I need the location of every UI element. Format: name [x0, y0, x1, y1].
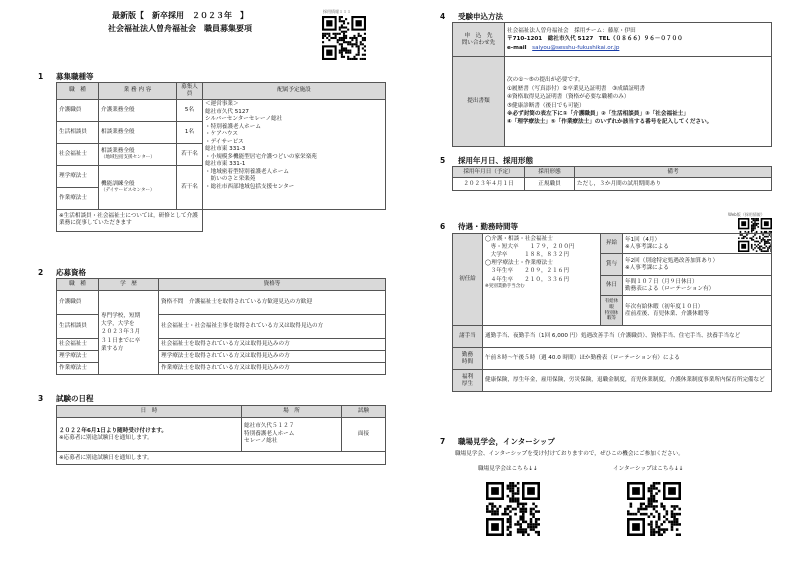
- count-cell: 若干名: [177, 143, 203, 165]
- count-cell: 1名: [177, 121, 203, 143]
- application-table: 申 込 先 問い合わせ先 社会福祉法人曽舟福祉会 採用チーム：藤原・伊田 〒710-1201 総社市久代 5127 TEL（０８６６）９６－０７００ e-mail saiyou@sesshu-fukushikai.or.jp 提出書類 次の①～⑤の提出が必要です。 ①履歴書（写真添付）②卒業見込証明書 ③成績証明書 ④資格取得見込証明書（資格が必要な職種のみ） ⑤健康診断書（後日でも可能） ※必ず封筒の表左下に①「介護職員」②「生活相談員」③「社会福祉士」 ④「理学療法士」⑤「作業療法士」のいずれか該当する番号を記入してください。: [452, 22, 772, 147]
- col-count: 募集人員: [177, 83, 203, 100]
- hire-table: 採用年月日（予定） 採用形態 備考 ２０２３年４月１日 正規職員 ただし，３か月間の試用期間あり: [452, 166, 772, 191]
- title-line1: 最新版【 新卒採用 ２０２３年 】: [112, 11, 248, 20]
- qr-label-visit: 職場見学会はこちら↓↓: [478, 466, 538, 472]
- count-cell: 5名: [177, 99, 203, 121]
- qr-code-intern[interactable]: [627, 482, 681, 536]
- exam-table: 日 時 場 所 試験 ２０２２年6月1日より随時受け付けます。 ※応募者に別途試験日を通知します。 総社市久代５１２７ 特別養護老人ホーム セレーノ総社 面接 ※応募者に別途試験日を通知します。: [56, 405, 386, 465]
- treatment-table: 初任給 ◯介護・相談・社会福祉士 専・短大卒 １７９，２００円 大学卒 １８８，８３２円 ◯理学療法士・作業療法士 ３年生卒 ２０９，２１６円 ４年生卒 ２１０，３３６円 ※実別業勤手当含む 昇給 年1回（4月） ※人事考課による 賞与 年2回（別途特定処遇改善加算あり） ※人事考課による 休日 年間１０７日（月９日休日） 勤務表による（ローテーション有） 有給休暇 特別休暇等 年次有給休暇（初年度１０日） 産前産後、育児休業、介護休暇等 諸手当 通勤手当、夜勤手当（1回 6,000 円）処遇改善手当（介護職員）、資格手当、住宅手当、扶養手当など 勤務 時間 午前８時～午後５時（週 40.0 時間）ほか勤務表（ローテーション有）による 福利 厚生 健康保険，厚生年金，雇用保険，労災保険，退職金制度，育児休業制度，介護休業制度事業所内保育所完備など: [452, 233, 772, 392]
- section-1-heading: 1 募集職種等: [38, 72, 94, 81]
- work-cell: 相談業務全般 （地域包括支援センター）: [99, 143, 177, 165]
- section-7-desc: 職場見学会、インターシップを受け付けておりますので，ぜひこの機会にご参加ください。: [455, 451, 684, 457]
- qr-code-recruit[interactable]: [322, 16, 366, 60]
- qr-code-visit[interactable]: [486, 482, 540, 536]
- title-line2: 社会福祉法人曽舟福祉会 職員募集要項: [108, 23, 252, 33]
- section-5-heading: 5 採用年月日、採用形態: [440, 156, 533, 165]
- work-cell: 介護業務全般: [99, 99, 177, 121]
- work-cell: 相談業務全般: [99, 121, 177, 143]
- qualification-table: 職 種 学 歴 資格等 介護職員 専門学校，短期 大学，大学を ２０２３年３月 ３１日までに卒 業する方 資格不問 介護福祉士を取得されている方歓迎見込の方歓迎 生活相談員 社会福祉士・社会福祉主事を取得されている方又は取得見込の方 社会福祉士 社会福祉士を取得されている方又は取得見込みの方 理学療法士 理学療法士を取得されている方又は取得見込みの方 作業療法士 作業療法士を取得されている方又は取得見込みの方: [56, 278, 386, 375]
- col-facility: 配属予定施設: [203, 83, 386, 100]
- section-2-heading: 2 応募資格: [38, 268, 86, 277]
- job-table: [56, 82, 386, 232]
- page-title: [70, 10, 290, 36]
- education-cell: 専門学校，短期 大学，大学を ２０２３年３月 ３１日までに卒 業する方: [99, 291, 159, 375]
- section-4-heading: 4 受験申込方法: [440, 12, 503, 21]
- qr-label-intern: インターシップはこちら↓↓: [613, 466, 684, 472]
- job-cell: 理学療法士: [57, 165, 99, 187]
- section-6-heading: 6 待遇・勤務時間等: [440, 222, 518, 231]
- col-work: 業 務 内 容: [99, 83, 177, 100]
- section-3-heading: 3 試験の日程: [38, 394, 94, 403]
- job-cell: 生活相談員: [57, 121, 99, 143]
- job-cell: 作業療法士: [57, 187, 99, 209]
- job-cell: 社会福祉士: [57, 143, 99, 165]
- count-cell: 若干名: [177, 165, 203, 209]
- qr-label-top: 採用情報１１１: [323, 9, 351, 14]
- section-7-heading: 7 職場見学会，インターシップ: [440, 437, 555, 446]
- facility-cell: ＜運営事業＞ 総社市久代 5127 シルバーセンターセレーノ総社 ・特別養護老人ホーム ・ケアハウス ・デイサービス 総社市東 331-3 ・小規模多機能型居宅介護つどいの家栄楽苑 総社市東 331-1 ・地域密着型特別養護老人ホーム 紡いのさと栄楽苑 ・総社市西部地域包括支援センター: [203, 99, 386, 209]
- email-link[interactable]: saiyou@sesshu-fukushikai.or.jp: [532, 44, 620, 51]
- col-job: 職 種: [57, 83, 99, 100]
- work-cell: 機能訓練全般 （デイサービスセンター）: [99, 165, 177, 209]
- s1-note: ※生活相談員・社会福祉士については，研修として介護業務に従事していただきます: [57, 209, 203, 231]
- job-cell: 介護職員: [57, 99, 99, 121]
